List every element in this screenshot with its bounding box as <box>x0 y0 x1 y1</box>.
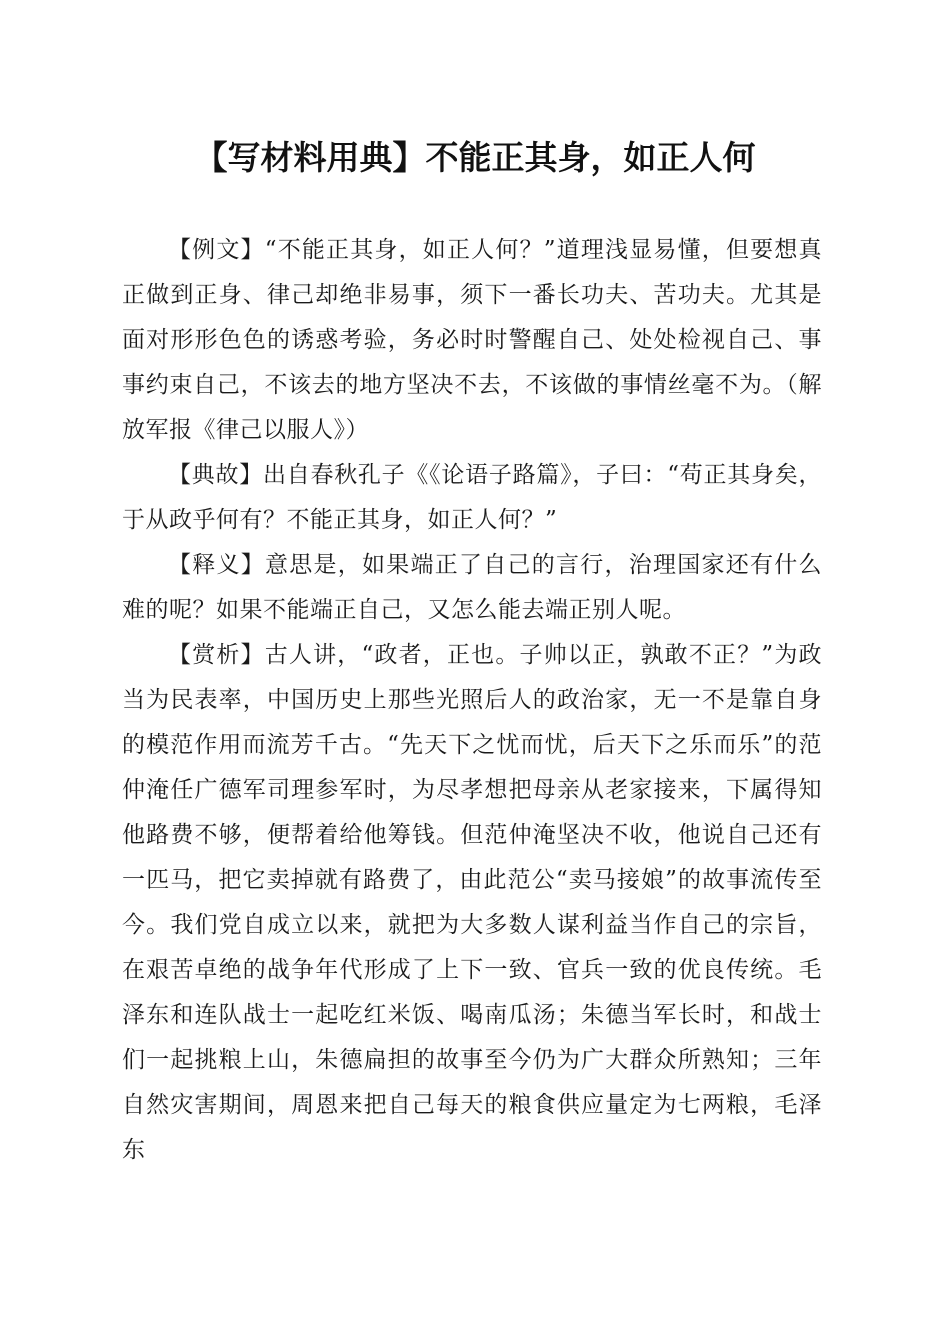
paragraph-text: 出自春秋孔子《《论语子路篇》，子曰：“苟正其身矣，于从政乎何有？不能正其身，如正人何？” <box>122 462 822 533</box>
paragraph-text: 古人讲，“政者，正也。子帅以正，孰敢不正？”为政当为民表率，中国历史上那些光照后人的政治家，无一不是靠自身的模范作用而流芳千古。“先天下之忧而忧，后天下之乐而乐”的范仲淹任广德军司理参军时，为尽孝想把母亲从老家接来，下属得知他路费不够，便帮着给他筹钱。但范仲淹坚决不收，他说自己还有一匹马，把它卖掉就有路费了，由此范公“卖马接娘”的故事流传至今。我们党自成立以来，就把为大多数人谋利益当作自己的宗旨，在艰苦卓绝的战争年代形成了上下一致、官兵一致的优良传统。毛泽东和连队战士一起吃红米饭、喝南瓜汤；朱德当军长时，和战士们一起挑粮上山，朱德扁担的故事至今仍为广大群众所熟知；三年自然灾害期间，周恩来把自己每天的粮食供应量定为七两粮，毛泽东 <box>122 642 822 1163</box>
paragraph-meaning <box>122 543 822 633</box>
paragraph-example <box>122 228 822 453</box>
paragraph-allusion <box>122 453 822 543</box>
paragraph-label: 【赏析】 <box>168 642 265 668</box>
document-title: 【写材料用典】不能正其身，如正人何 <box>194 138 756 177</box>
paragraph-label: 【例文】 <box>168 237 265 263</box>
document-body <box>122 228 822 1173</box>
paragraph-label: 【释义】 <box>168 552 265 578</box>
paragraph-label: 【典故】 <box>168 462 263 488</box>
paragraph-text: “不能正其身，如正人何？”道理浅显易懂，但要想真正做到正身、律己却绝非易事，须下一番长功夫、苦功夫。尤其是面对形形色色的诱惑考验，务必时时警醒自己、处处检视自己、事事约束自己，不该去的地方坚决不去，不该做的事情丝毫不为。（解放军报《律己以服人》） <box>122 237 822 443</box>
paragraph-appreciation <box>122 633 822 1173</box>
paragraph-text: 意思是，如果端正了自己的言行，治理国家还有什么难的呢？如果不能端正自己，又怎么能去端正别人呢。 <box>122 552 822 623</box>
